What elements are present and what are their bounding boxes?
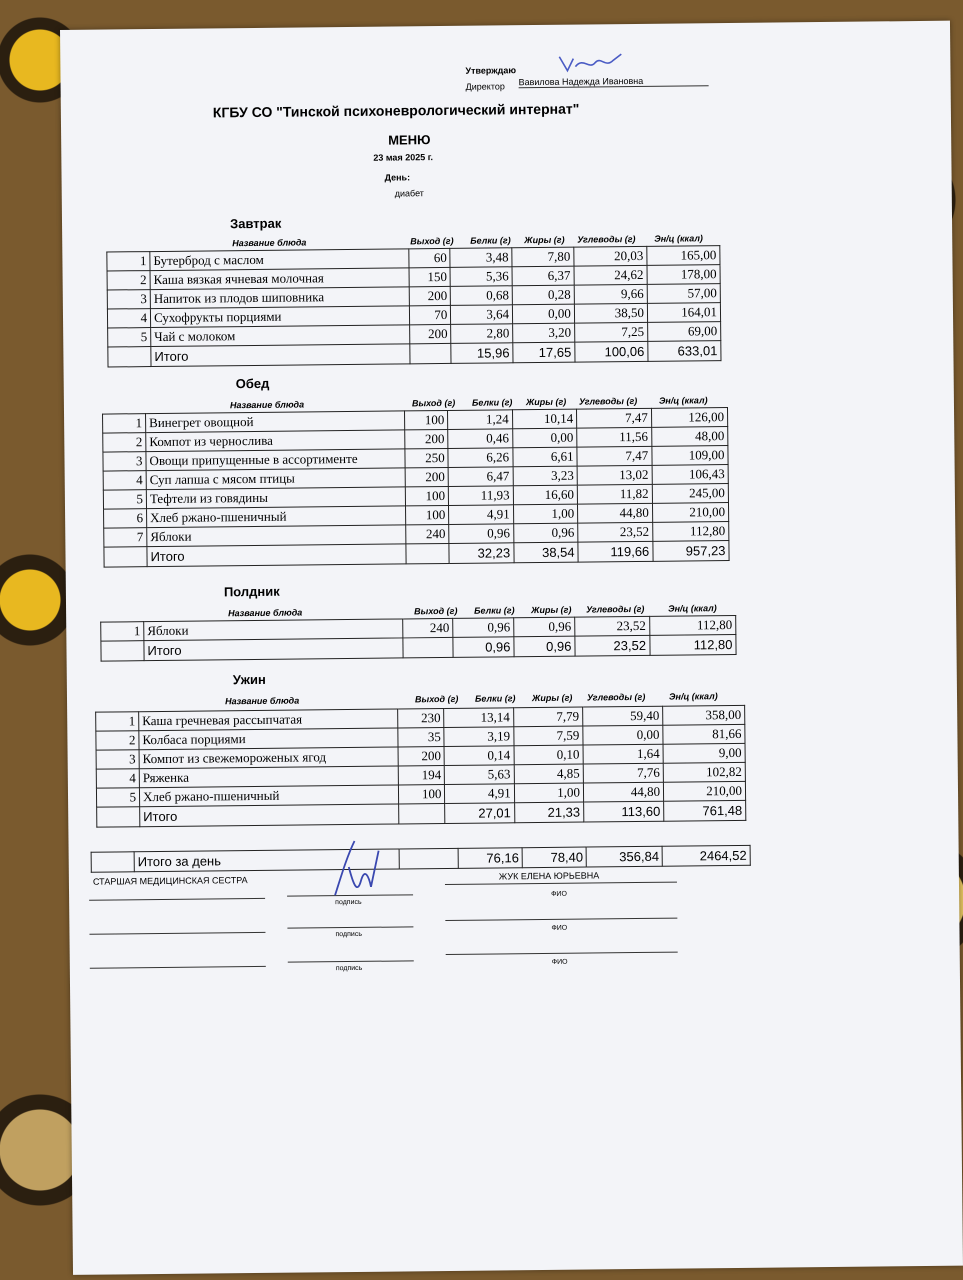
signature-line — [89, 932, 265, 935]
col-header-kcal: Эн/ц (ккал) — [668, 691, 718, 702]
table-row: 4 Сухофрукты порциями 70 3,64 0,00 38,50 164,01 — [107, 303, 720, 328]
total-row: Итого 15,96 17,65 100,06 633,01 — [108, 341, 721, 367]
col-header-name: Название блюда — [224, 695, 300, 707]
table-row: 1 Яблоки 240 0,96 0,96 23,52 112,80 — [101, 615, 736, 641]
table-breakfast — [106, 245, 721, 367]
org-title: КГБУ СО "Тинской психоневрологический интернат" — [212, 100, 580, 121]
table-row: 1 Каша гречневая рассыпчатая 230 13,14 7,79 59,40 358,00 — [96, 705, 745, 731]
col-header-kcal: Эн/ц (ккал) — [668, 603, 717, 614]
fio-label: ФИО — [551, 958, 568, 966]
col-header-fat: Жиры (г) — [524, 234, 565, 246]
day-label: День: — [384, 172, 411, 183]
col-header-prot: Белки (г) — [474, 693, 516, 704]
section-title-dinner: Ужин — [232, 671, 266, 688]
total-row: Итого 32,23 38,54 119,66 957,23 — [104, 541, 729, 568]
col-header-prot: Белки (г) — [471, 397, 513, 408]
section-title-breakfast: Завтрак — [229, 215, 282, 232]
total-row: Итого за день 76,16 78,40 356,84 2464,52 — [91, 845, 750, 872]
col-header-prot: Белки (г) — [470, 235, 511, 246]
col-header-out: Выход (г) — [410, 235, 454, 247]
signature-line — [287, 926, 413, 928]
table-row: 5 Чай с молоком 200 2,80 3,20 7,25 69,00 — [108, 322, 721, 347]
fio-line — [446, 952, 678, 955]
diet-type: диабет — [394, 188, 424, 199]
director-name: Вавилова Надежда Ивановна — [519, 75, 709, 88]
section-title-lunch: Обед — [235, 375, 270, 392]
col-header-fat: Жиры (г) — [531, 604, 572, 616]
table-row: 7 Яблоки 240 0,96 0,96 23,52 112,80 — [104, 522, 729, 548]
total-row: Итого 27,01 21,33 113,60 761,48 — [97, 800, 746, 827]
sign-label: подпись — [335, 930, 362, 939]
sign-label: подпись — [335, 898, 362, 907]
col-header-out: Выход (г) — [411, 397, 456, 409]
table-row: 1 Бутерброд с маслом 60 3,48 7,80 20,03 165,00 — [107, 246, 720, 271]
menu-date: 23 мая 2025 г. — [373, 152, 434, 163]
col-header-out: Выход (г) — [414, 693, 459, 705]
fio-line — [445, 918, 677, 921]
table-dinner — [95, 705, 746, 828]
signature-line — [288, 960, 414, 962]
table-row: 3 Напиток из плодов шиповника 200 0,68 0,28 9,66 57,00 — [107, 284, 720, 309]
nurse-title: СТАРШАЯ МЕДИЦИНСКАЯ СЕСТРА — [92, 875, 248, 887]
approval-label: Утверждаю — [465, 65, 517, 76]
col-header-carb: Углеводы (г) — [577, 233, 636, 245]
table-row: 4 Ряженка 194 5,63 4,85 7,76 102,82 — [96, 762, 745, 788]
col-header-carb: Углеводы (г) — [586, 691, 646, 703]
table-row: 2 Колбаса порциями 35 3,19 7,59 0,00 81,66 — [96, 724, 745, 750]
table-row: 2 Каша вязкая ячневая молочная 150 5,36 6,37 24,62 178,00 — [107, 265, 720, 290]
table-row: 3 Овощи припущенные в ассортименте 250 6,26 6,61 7,47 109,00 — [103, 446, 728, 472]
table-row: 6 Хлеб ржано-пшеничный 100 4,91 1,00 44,80 210,00 — [104, 503, 729, 529]
table-day-total — [91, 845, 751, 873]
col-header-out: Выход (г) — [414, 605, 458, 617]
page-title: МЕНЮ — [388, 132, 431, 148]
sign-label: подпись — [335, 964, 363, 973]
col-header-prot: Белки (г) — [474, 605, 515, 616]
col-header-fat: Жиры (г) — [531, 692, 573, 704]
table-row: 5 Тефтели из говядины 100 11,93 16,60 11,82 245,00 — [103, 484, 728, 510]
signature-line — [90, 966, 266, 969]
table-lunch — [102, 407, 730, 568]
director-role: Директор — [465, 81, 505, 92]
table-snack — [100, 615, 736, 662]
table-row: 2 Компот из чернослива 200 0,46 0,00 11,56 48,00 — [103, 427, 728, 453]
col-header-name: Название блюда — [232, 237, 307, 249]
col-header-name: Название блюда — [229, 399, 305, 411]
col-header-carb: Углеводы (г) — [586, 603, 645, 615]
table-row: 5 Хлеб ржано-пшеничный 100 4,91 1,00 44,80 210,00 — [96, 781, 745, 807]
director-signature — [555, 52, 625, 77]
fio-label: ФИО — [551, 924, 568, 932]
col-header-name: Название блюда — [228, 607, 303, 619]
signature-line — [89, 898, 265, 901]
table-row: 4 Суп лапша с мясом птицы 200 6,47 3,23 13,02 106,43 — [103, 465, 728, 491]
col-header-fat: Жиры (г) — [525, 396, 567, 408]
table-row: 1 Винегрет овощной 100 1,24 10,14 7,47 126,00 — [103, 408, 728, 434]
col-header-kcal: Эн/ц (ккал) — [658, 395, 708, 406]
nurse-name: ЖУК ЕЛЕНА ЮРЬЕВНА — [498, 870, 600, 882]
menu-sheet — [60, 21, 963, 1275]
fio-label: ФИО — [551, 890, 567, 898]
total-row: Итого 0,96 0,96 23,52 112,80 — [101, 634, 736, 661]
col-header-carb: Углеводы (г) — [578, 395, 638, 407]
section-title-snack: Полдник — [223, 583, 280, 600]
fio-line — [445, 882, 677, 885]
table-row: 3 Компот из свежемороженых ягод 200 0,14 0,10 1,64 9,00 — [96, 743, 745, 769]
nurse-signature — [330, 837, 383, 907]
col-header-kcal: Эн/ц (ккал) — [654, 233, 703, 244]
